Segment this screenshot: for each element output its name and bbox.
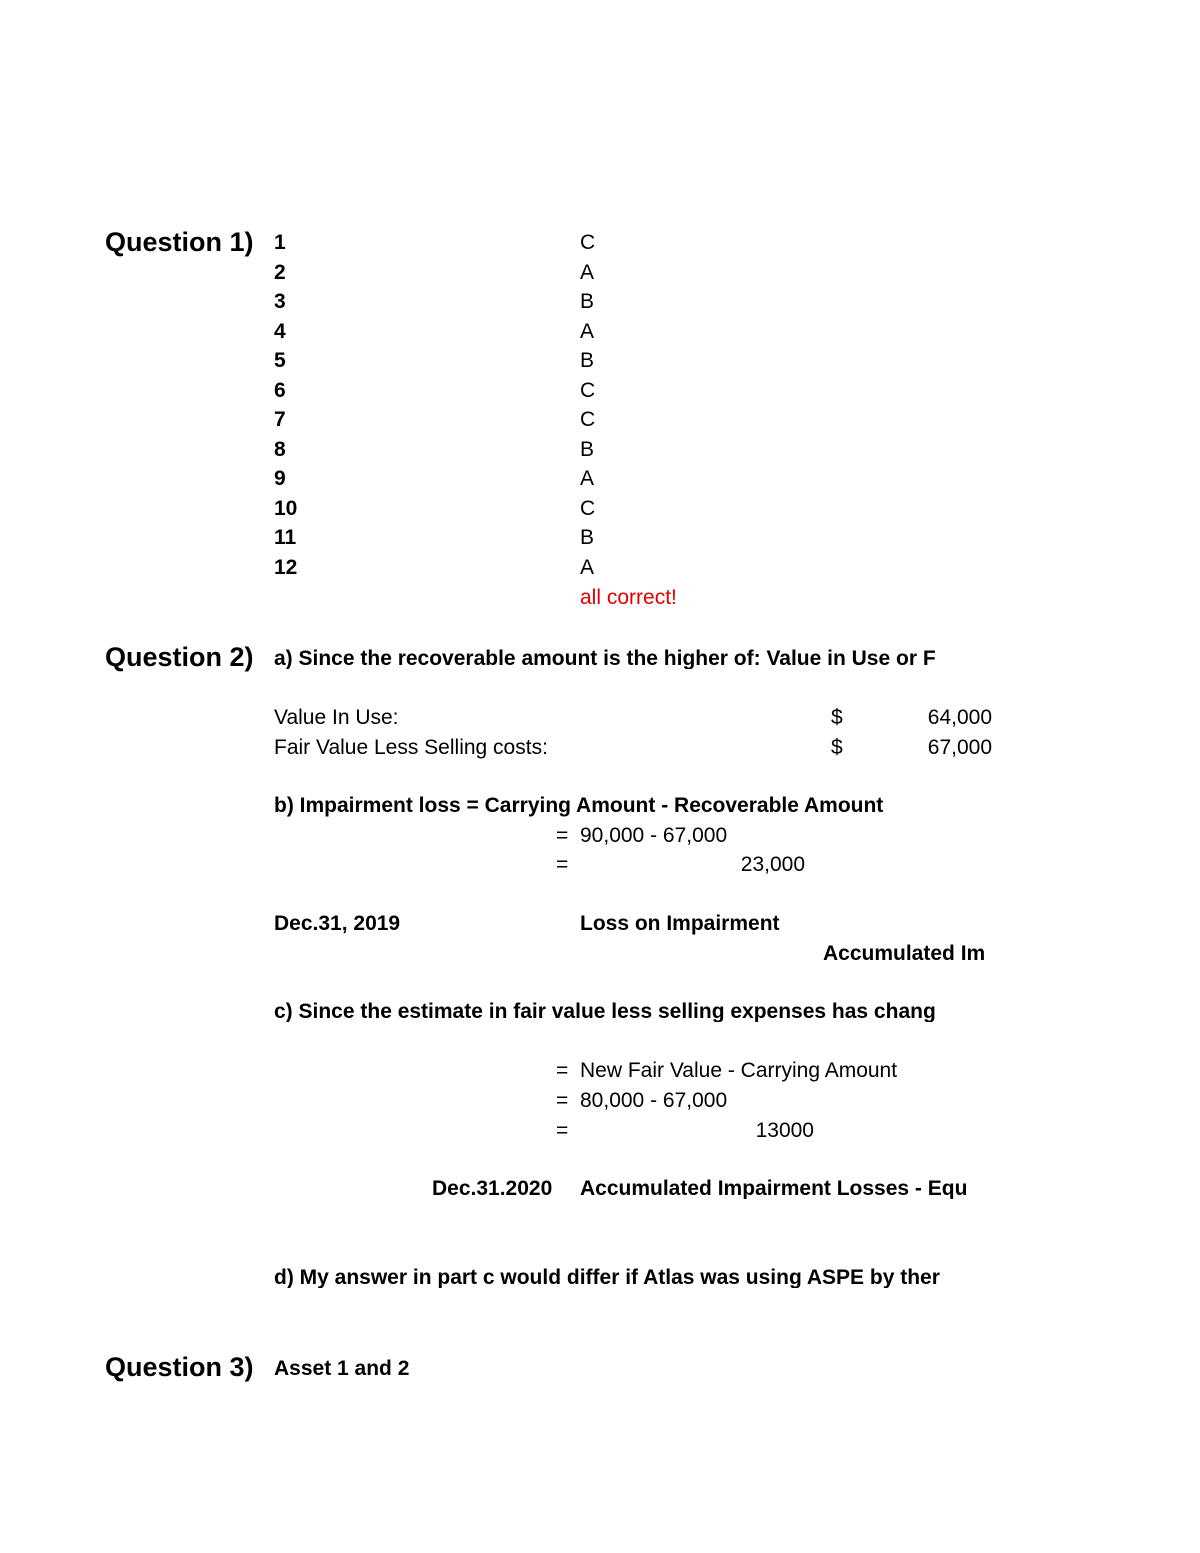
question-number: 10: [274, 497, 298, 520]
impairment-result: 23,000: [740, 853, 805, 876]
question-number: 6: [274, 379, 286, 402]
value-in-use-currency: $: [831, 706, 843, 729]
question-number: 7: [274, 408, 286, 431]
question-number: 4: [274, 320, 286, 343]
question-number: 3: [274, 290, 286, 313]
entry-1-date: Dec.31, 2019: [274, 912, 401, 935]
question-1-heading: Question 1): [105, 227, 254, 257]
question-2b-text: b) Impairment loss = Carrying Amount - Recoverable Amount: [274, 794, 884, 817]
question-answer: A: [580, 467, 595, 490]
question-number: 12: [274, 556, 298, 579]
question-answer: B: [580, 290, 595, 313]
question-number: 9: [274, 467, 286, 490]
question-answer: B: [580, 438, 595, 461]
question-number: 5: [274, 349, 286, 372]
question-number: 11: [274, 526, 297, 549]
entry-1-credit-account: Accumulated Im: [823, 943, 986, 964]
equals-sign: =: [556, 1089, 569, 1112]
question-number: 2: [274, 261, 286, 284]
equals-sign: =: [556, 853, 569, 876]
equals-sign: =: [556, 1119, 569, 1142]
question-2a-text: a) Since the recoverable amount is the higher of: Value in Use or F: [274, 648, 936, 669]
value-in-use-label: Value In Use:: [274, 706, 399, 729]
reversal-result: 13000: [755, 1119, 814, 1142]
entry-2-date: Dec.31.2020: [432, 1177, 553, 1200]
question-1-note: all correct!: [580, 586, 677, 609]
question-answer: A: [580, 320, 595, 343]
equals-sign: =: [556, 824, 569, 847]
question-answer: A: [580, 261, 595, 284]
question-answer: B: [580, 526, 595, 549]
equals-sign: =: [556, 1059, 569, 1082]
reversal-calculation: 80,000 - 67,000: [580, 1089, 728, 1112]
question-answer: A: [580, 556, 595, 579]
question-number: 8: [274, 438, 286, 461]
entry-2-account: Accumulated Impairment Losses - Equ: [580, 1178, 968, 1199]
fair-value-currency: $: [831, 736, 843, 759]
question-2d-text: d) My answer in part c would differ if Atlas was using ASPE by ther: [274, 1267, 940, 1288]
question-answer: C: [580, 497, 596, 520]
question-answer: B: [580, 349, 595, 372]
impairment-calculation: 90,000 - 67,000: [580, 824, 728, 847]
reversal-formula: New Fair Value - Carrying Amount: [580, 1059, 898, 1082]
question-2c-text: c) Since the estimate in fair value less selling expenses has chang: [274, 1001, 936, 1022]
fair-value-label: Fair Value Less Selling costs:: [274, 736, 548, 759]
question-3-text: Asset 1 and 2: [274, 1357, 410, 1380]
value-in-use-amount: 64,000: [927, 706, 992, 729]
fair-value-amount: 67,000: [927, 736, 992, 759]
question-answer: C: [580, 379, 596, 402]
question-answer: C: [580, 231, 596, 254]
question-2-heading: Question 2): [105, 642, 254, 672]
question-number: 1: [274, 231, 286, 254]
question-3-heading: Question 3): [105, 1352, 254, 1382]
question-answer: C: [580, 408, 596, 431]
entry-1-debit-account: Loss on Impairment: [580, 912, 780, 935]
